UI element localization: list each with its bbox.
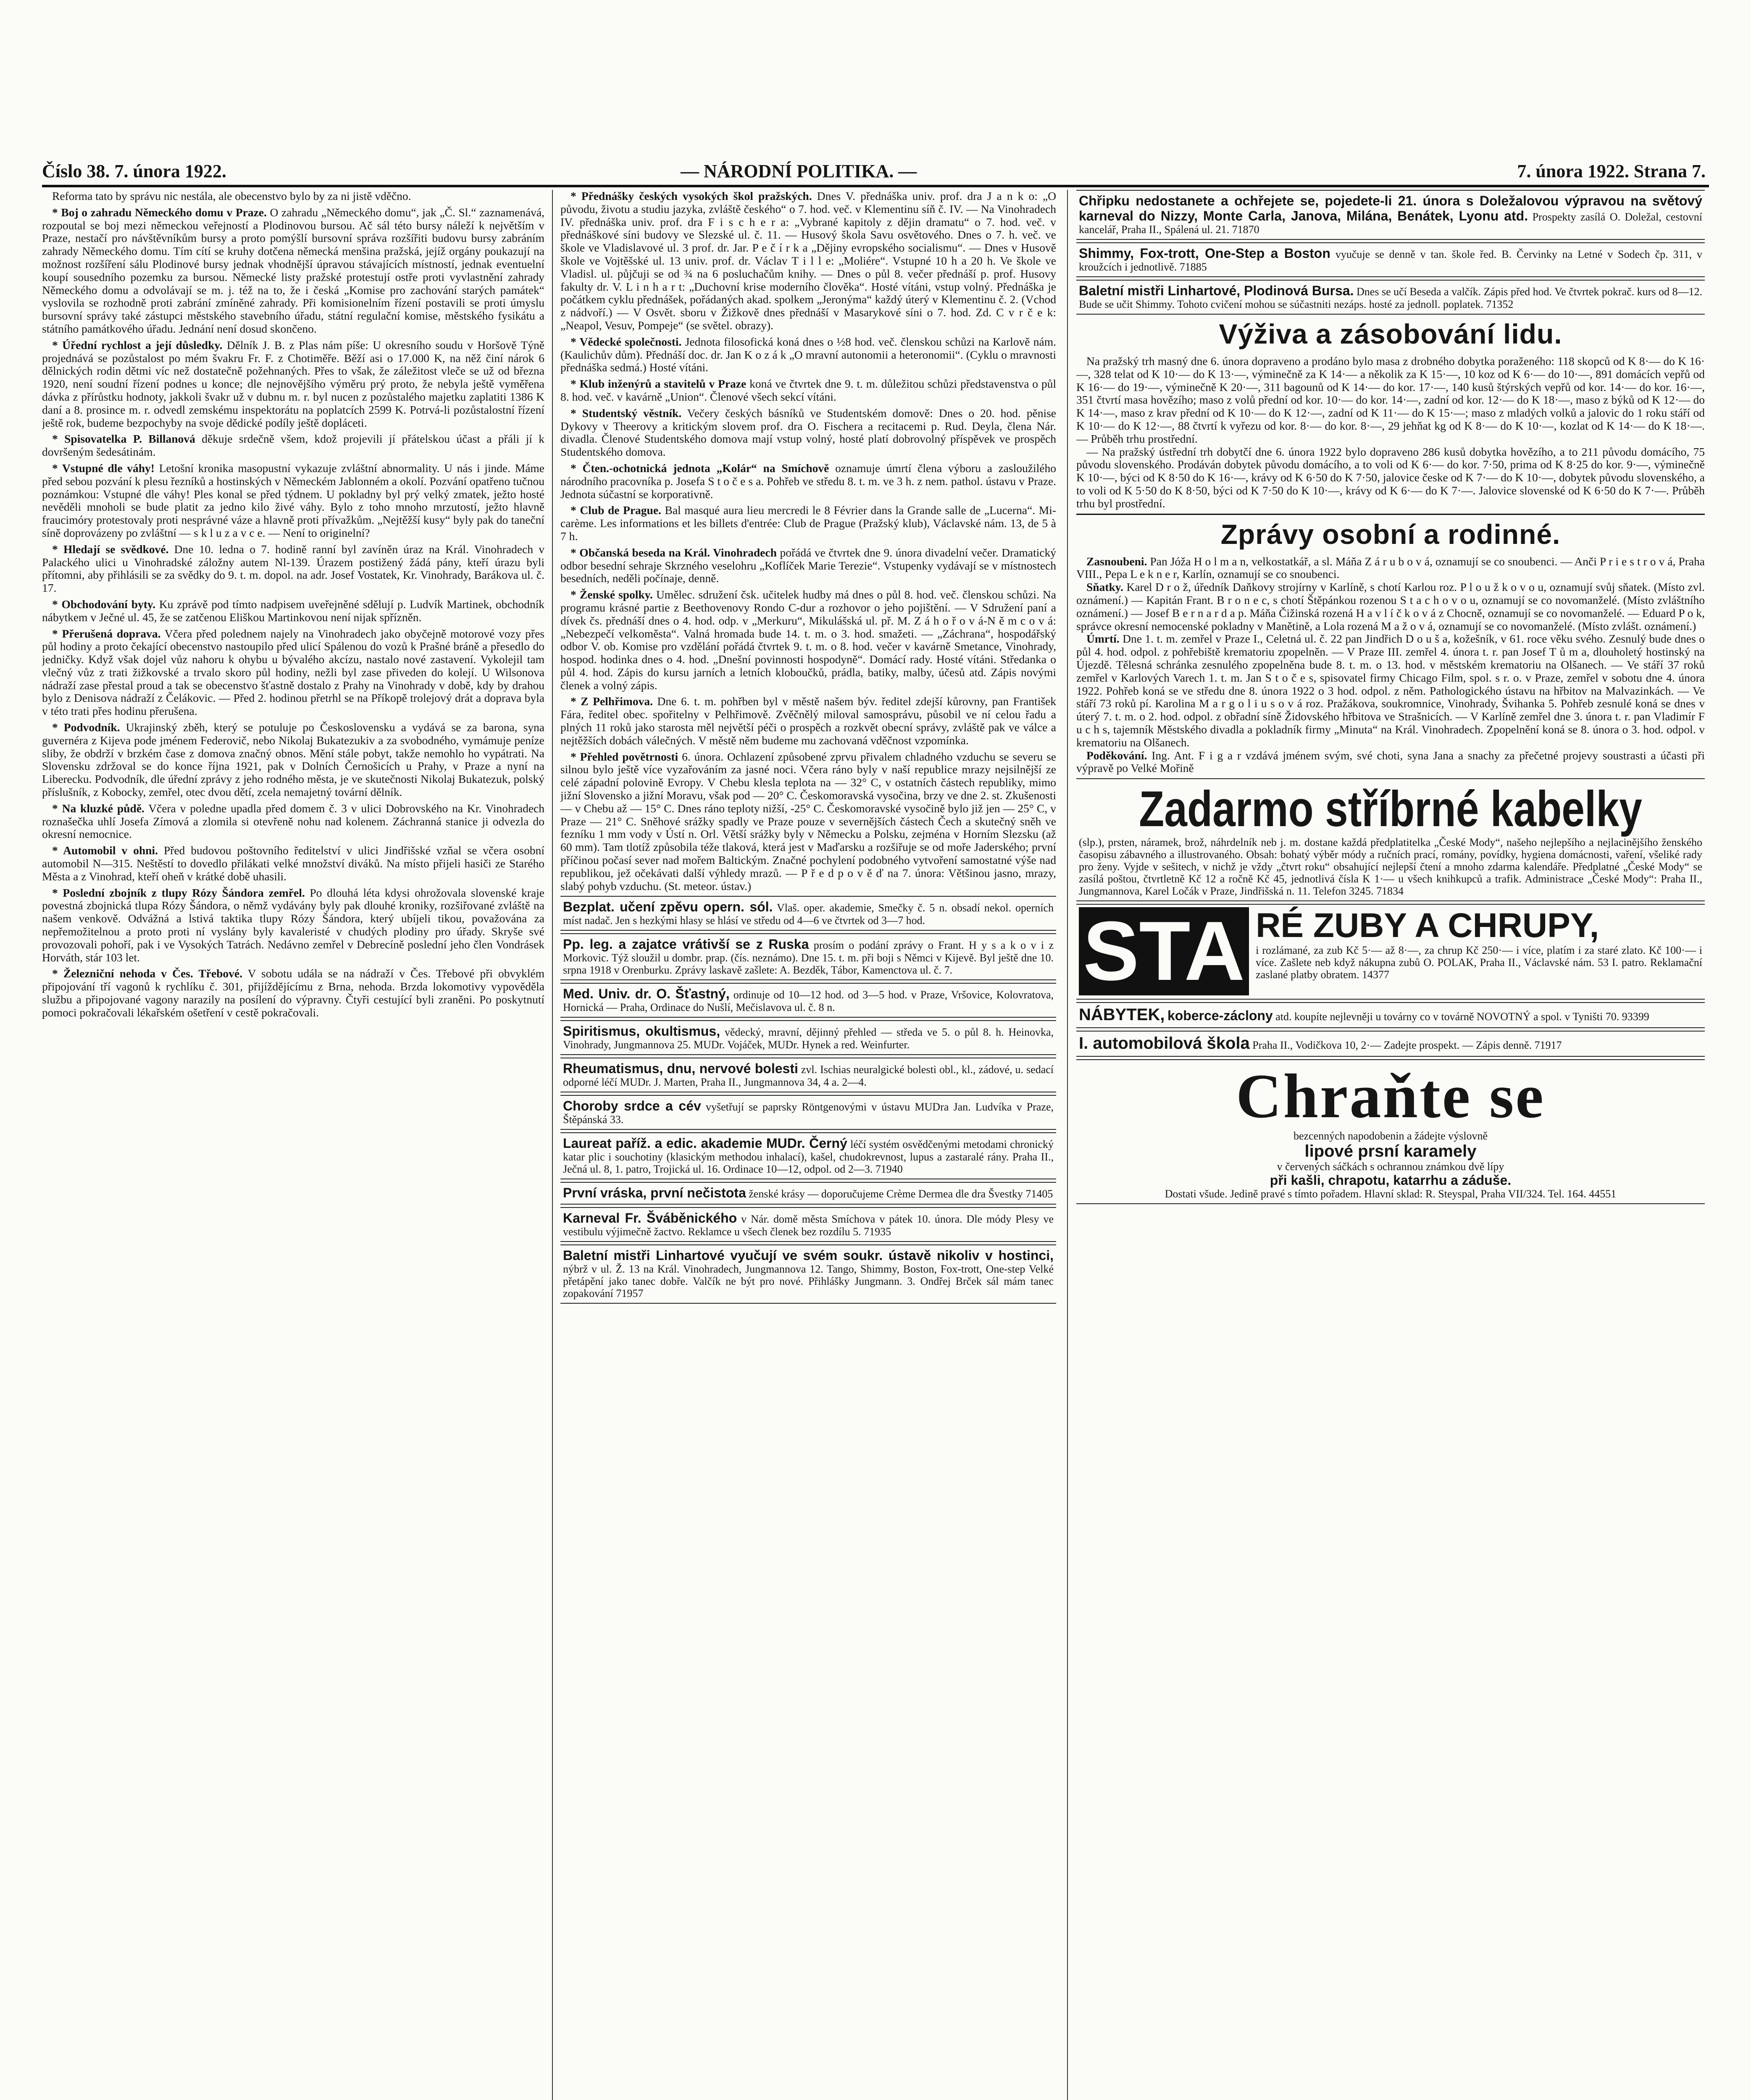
- ad-driving-school: [1076, 1031, 1705, 1057]
- issue-number-date: Číslo 38. 7. února 1922.: [42, 161, 226, 181]
- article-col1-5-heading: * Hledají se svědkové.: [52, 542, 169, 556]
- ad-col3-top-0: [1076, 190, 1705, 240]
- personal-section: [1076, 514, 1705, 775]
- ad-col3-top-0-text: Prospekty zasílá O. Doležal, cestovní kancelář, Praha II., Spálená ul. 21. 71870: [1079, 211, 1703, 236]
- ad-driving-school-text: Praha II., Vodičkova 10, 2·— Zadejte prospekt. — Zápis denně. 71917: [1252, 1039, 1562, 1052]
- ad-teeth-text: i rozlámané, za zub Kč 5·— až 8·—, za chrup Kč 250·— i více, platím i za staré zlato. Kč 100·— i více. Zašlete neb když nákupna zubů O. POLAK, Praha II., Václavské nám. 53 I. patro. Reklamační zaslané platby obratem. 14377: [1256, 944, 1702, 981]
- article-col2-6-text: pořádá ve čtvrtek dne 9. února divadelní večer. Dramatický odbor besední sehraje Skrzného veselohru „Koflíček Marie Terezie“. Vstupenky vydávají se v místnostech besedních, neděli počínaje, denně.: [560, 546, 1056, 585]
- ad-col2-2-head: Med. Univ. dr. O. Šťastný,: [563, 986, 730, 1002]
- ad-lime-caramels-product: lipové prsní karamely: [1304, 1142, 1477, 1161]
- ad-col3-top-2-text: Dnes se učí Beseda a valčík. Zápis před hod. Ve čtvrtek pokrač. kurs od 8—12. Bude se učit Shimmy. Tohoto cvičení mohou se súčastniti nezáps. hosté za jednoll. poplatek. 71352: [1079, 286, 1702, 310]
- ad-lime-caramels: [1076, 1059, 1705, 1204]
- article-col2-0: [560, 190, 1056, 332]
- article-col2-5-heading: * Club de Prague.: [571, 504, 661, 517]
- ad-lime-caramels-line4: Dostati všude. Jedině pravé s tímto pořadem. Hlavní sklad: R. Steyspal, Praha VII/324. Tel. 164. 44551: [1165, 1188, 1617, 1200]
- article-col1-11-text: Po dlouhá léta kdysi ohrožovala slovenské kraje povestná zbojnická tlupa Rózy Šándora, o němž vydávány byly pak dlouhé kroniky, rozšiřované zvláště na našem venkově. Odvážná a lstivá taktika tlupy Rózy Šándora, který ubíjeli tikou, považována za nepřemožitelnou a proto proti ní vyslány byly kavaleristé v chudých plodiny pro úřady. Skryše své provozovali pohoří, pak i ve Vysokých Tatrách. Nedávno zemřel v Debrecíně poslední jeho člen Vondrásek Horváth, stár 103 let.: [42, 886, 544, 964]
- article-col1-3-text: děkuje srdečně všem, kdož projevili jí přátelskou účast a přáli jí k dovršeným šedesátinám.: [42, 432, 544, 459]
- article-col1-1: [42, 206, 544, 336]
- article-col2-9-text: 6. února. Ochlazení způsobené zprvu přivalem chladného vzduchu se severu se silnou bylo ještě více vyzařováním za jasné noci. Včera ráno byly v naší republice mrazy nejsilnější ze celé západní polovině Evropy. V Chebu klesla teplota na — 32° C, v ostatních částech republiky, mimo jižní Slovensko a jižní Moravu, však pod — 20° C. Českomoravská vysočina, brzy ve dne 2. st. Zkušenosti — v Chebu až — 15° C. Dnes ráno teploty nižší, -25° C. Českomoravské vysočině bylo již jen — 25° C, v Praze — 21° C. Sněhové srážky spadly ve Praze pouze v severnějších částech Čech a skutečný sněh ve fezníku 1 mm vody v Ústí n. Orl. Větší srážky byly v Německu a Polsku, zejména v Horním Slezsku (až 60 mm). Tam tlotíž způsobila téže tlaková, která jest v Maďarsku a rozšiřuje se od moře Jaderského; první příčinou počasí sever nad mořem Baltickým. Značné pochylení podobného vytvoření samostatné výše nad republikou, jež očekávati další výhledy mrazů. — P ř e d p o v ě ď na 7. února: Většinou jasno, mrazy, slabý pohyb vzduchu. (St. meteor. ústav.): [560, 750, 1056, 892]
- article-col1-8-text: Ukrajinský zběh, který se potuluje po Československu a vydává se za barona, syna guvernéra z Kijeva pode jménem Federovič, nebo Nikolaj Bukatezukiv a za svobodného, vymámuje peníze sliby, že obdrží v brzkém čase z domova značný obnos. Mění stále pobyt, takže nemohlo ho vypátrati. Na Slovensku zdržoval se do konce října 1921, pak v Dolních Černošicích u Prahy, v Praze a nyní na Liberecku. Podvodník, dle úřední zprávy z jeho rodného města, je ve skutečnosti Nikolaj Bukatezuk, polský příslušník, z Kobocky, zemřel, otec dvou dětí, zcela nemajetný tovární dělník.: [42, 721, 544, 799]
- ad-furniture-head: NÁBYTEK,: [1079, 1005, 1165, 1024]
- article-col2-9-heading: * Přehled povětrnosti: [571, 750, 678, 763]
- food-section: [1076, 317, 1705, 510]
- ad-lime-caramels-line2: v červených sáčkách s ochrannou známkou dvě lípy: [1277, 1160, 1504, 1173]
- personal-paragraph-text: Pan Jóža H o l m a n, velkostatkář, a sl. Máňa Z á r u b o v á, oznamují se co snoubenci. — Anči P r i e s t r o v á, Praha VIII., Pepa L e k n e r, Karlín, oznamují se co snoubenci.: [1076, 554, 1705, 581]
- ad-teeth-headline: RÉ ZUBY A CHRUPY,: [1256, 906, 1599, 945]
- article-col2-8: [560, 695, 1056, 747]
- ad-col2-6-text: léčí systém osvědčenými metodami chronický katar plic i souchotiny (klasickým methodou inhalací), kašel, chudokrevnost, lupus a zastaralé rány. Praha II., Ječná ul. 8, 1. patro, Trojická ul. 16. Ordinace 10—12, odpol. od 2—3. 71940: [563, 1138, 1054, 1176]
- article-col2-4-text: oznamuje úmrtí člena výboru a zasloužilého národního pracovníka p. Josefa S t o č e s a. Pohřeb ve středu 8. t. m. ve 3 h. z nem. pathol. ústavu v Praze. Jednota súčastní se korporativně.: [560, 461, 1056, 501]
- article-col2-2-heading: * Klub inženýrů a stavitelů v Praze: [571, 377, 747, 391]
- ad-col2-3-text: vědecký, mravní, dějinný přehled — středa ve 5. o půl 8. h. Heinovka, Vinohrady, Jungmannova 25. MUDr. Vojáček, MUDr. Hynek a red. Weinfurter.: [563, 1026, 1054, 1051]
- article-col1-1-text: O zahradu „Německého domu“, jak „Č. Sl.“ zaznamenává, rozpoutal se boj mezi německou veřejností a Plodinovou bursou. Ač sál této bursy náleží k největším v Praze, nestačí pro návštěvníkům bursy a proto pomýšlí bursovní správa rozšířiti budovu bursy zabráním zahrady Německého domu. Tím cítí se kruhy dotčena německá menšina pražská, jejíž orgány poukazují na možnost rozšíření sálu Plodinové bursy jednak vhodnější úpravou stávajících místností, jednak eventuelní koupí sousedního pozemku za bursou. Německé listy pražské protestují ostře proti vyvlastnění zahrady Německého domu a odvolávají se m. j. též na to, že i česká „Komise pro zachování starých památek“ vyslovila se rozhodně proti zabrání zmíněné zahrady. Při komisionelním řízení postavili se proti úmyslu bursovní správy také zástupci městského stavebního úřadu, státní regulační komise, městského fysikátu a státního památkového úřadu. Jednání není dosud skončeno.: [42, 205, 544, 335]
- column-right: [1076, 190, 1705, 2100]
- ad-lime-caramels-line1: bezcenných napodobenin a žádejte výslovně: [1293, 1130, 1488, 1142]
- ad-col3-top-0-head: Chřipku nedostanete a ochřejete se, pojedete-li 21. února s Doležalovou výpravou na světový karneval do Nizzy, Monte Carla, Janova, Milána, Benátek, Lyonu atd.: [1079, 193, 1702, 223]
- ad-col2-4-head: Rheumatismus, dnu, nervové bolesti: [563, 1061, 798, 1076]
- article-col2-1-text: Jednota filosofická koná dnes o ½8 hod. več. členskou schůzi na Karlově nám. (Kaulichův dům). Přednáší doc. dr. Jan K o z á k „O mravní autonomii a heteronomii“. (Cyklu o mravnosti přednáška sedmá.) Hosté vítáni.: [560, 335, 1056, 374]
- personal-paragraph-text: Ing. Ant. F i g a r vzdává jménem svým, své choti, syna Jana a snachy za přečetné projevy soustrasti a účasti při výpravě po Velké Mořině: [1076, 748, 1705, 775]
- article-col2-2: [560, 378, 1056, 404]
- column-middle: [560, 190, 1056, 2100]
- article-col1-5: [42, 543, 544, 595]
- article-col1-9-heading: * Na kluzké půdě.: [52, 801, 145, 815]
- ad-col2-6: [560, 1132, 1056, 1179]
- ad-col2-5-text: vyšetřují se paprsky Röntgenovými v ústavu MUDra Jan. Ludvíka v Praze, Štěpánská 33.: [563, 1101, 1054, 1126]
- article-col1-4-text: Letošní kronika masopustní vykazuje zvláštní abnormality. U nás i jinde. Máme před sebou pozvání k plesu řezníků a hostinských v Německém Jablonném a okolí. Pozvání opatřeno tučnou poznámkou: Vstupné dle váhy! Ples konal se před týdnem. U pokladny byl prý velký zmatek, ježto hosté nevěděli mnoholi se bude platit za jedno kilo živé váhy. Bylo z toho mnoho mrzutostí, ježto hlavně fraucimóry protestovaly proti nesprávné váze a hlavně proti přívažkům. „Nejtěžší kusy“ byly pak do taneční síně doprovázeny po zvláštní — s k l u z a v c e. — Není to originelní?: [42, 461, 544, 539]
- ad-col2-7-text: ženské krásy — doporučujeme Crème Dermea dle dra Švestky 71405: [749, 1188, 1053, 1200]
- article-col1-6: [42, 598, 544, 624]
- ad-col3-top-1-head: Shimmy, Fox-trott, One-Step a Boston: [1079, 246, 1330, 261]
- article-col2-3-text: Večery českých básníků ve Studentském domově: Dnes o 20. hod. pěnise Dykovy v Theerovy a kritickým slovem prof. dra O. Fischera a recitacemi p. Rud. Deyla, člena Nár. divadla. Členové Studentského domova mají vstup volný, hosté platí dobrovolný příspěvek ve prospěch Studentského domova.: [560, 406, 1056, 459]
- personal-paragraph-heading: Poděkování.: [1086, 748, 1147, 762]
- header-divider: [42, 185, 1709, 187]
- article-col1-10: [42, 844, 544, 883]
- article-col2-5-text: Bal masqué aura lieu mercredi le 8 Février dans la Grande salle de „Lucerna“. Mi-carème. Les informations et les billets d'entrée: Club de Prague (Pražský klub), Václavské nám. 13, de 5 à 7 h.: [560, 504, 1056, 543]
- article-col1-6-heading: * Obchodování byty.: [52, 597, 156, 611]
- article-col1-12: [42, 967, 544, 1019]
- article-col1-4-heading: * Vstupné dle váhy!: [52, 461, 155, 475]
- ad-col2-7-head: První vráska, první nečistota: [563, 1185, 746, 1201]
- ad-teeth-buyer: [1076, 904, 1705, 1000]
- ad-furniture: [1076, 1002, 1705, 1028]
- article-col2-8-heading: * Z Pelhřimova.: [571, 695, 653, 708]
- ad-col2-2: [560, 983, 1056, 1018]
- page-header: [42, 160, 1706, 186]
- article-col1-3-heading: * Spisovatelka P. Billanová: [52, 432, 195, 446]
- ad-furniture-text: atd. koupíte nejlevněji u továrny co v továrně NOVOTNÝ a spol. v Tyništi 70. 93399: [1275, 1011, 1649, 1023]
- ad-col2-1-text: prosím o podání zprávy o Frant. H y s a k o v i z Morkovic. Týž sloužil u dombr. prap. (čís. neznámo). Dne 15. t. m. při boji s Němci v Kijevě. Byl ještě dne 10. srpna 1918 v Orenburku. Zprávy laskavě zašlete: A. Bezděk, Tábor, Kamenctova ul. č. 7.: [563, 939, 1054, 976]
- column-rule-2: [1067, 190, 1068, 2100]
- ad-col2-8-head: Karneval Fr. Šváběnického: [563, 1210, 737, 1226]
- article-col2-6-heading: * Občanská beseda na Král. Vinohradech: [571, 546, 777, 559]
- food-paragraph: — Na pražský ústřední trh dobytčí dne 6. února 1922 bylo dopraveno 286 kusů dobytka hovězího, a to 211 původu domácího, 75 původu slovenského. Prodáván dobytek původu domácího, a to voli od K 6·— do kor. 7·50, prima od K 8·25 do kor. 9·—, výminečně K 10·—, býci od K 8·50 do K 16·—, krávy od K 6·50 do K 7·50, jalovice česke od K 7·— do K 10·—, dobytek původu slovenského, a to voli od K 5·50 do K 8·50, býci od K 7·50 do K 10·—, krávy od K 6·— do K 7·—. Jalovice slovenské od K 6·50 do K 7·—. Průběh trhu byl prostřední.: [1076, 445, 1705, 510]
- ad-col2-4: [560, 1058, 1056, 1092]
- article-col1-1-heading: * Boj o zahradu Německého domu v Praze.: [52, 205, 267, 219]
- food-section-heading: Výživa a zásobování lidu.: [1219, 318, 1562, 349]
- article-col2-1-heading: * Vědecké společnosti.: [571, 335, 682, 348]
- column-left: [42, 190, 544, 2100]
- personal-paragraph: [1076, 555, 1705, 581]
- article-col1-2-text: Dělník J. B. z Plas nám píše: U okresního soudu v Horšově Týně projednává se pozůstalost po mém švakru Fr. F. z Chotiměře. Běží asi o 17.000 K, na něž činí nárok 6 dělnických rodin dětmi víc než dostatečně požehnaných. Přes to však, že záležitost vleče se už od března 1920, není soudní řízení podnes u konce; dle nejnovějšího výměru prý proto, že nebyla ještě vyměřena dávka z přírůstku hodnoty, jakkoli švakr už v dubnu m. r. byl nucen z pozůstalého majetku zaplatiti 1386 K daní a 8. prosince m. r. odvedl zemskému inspektorátu na poplatcích 2599 K. Potrvá-li pozůstalostní řízení ještě rok, budeme bezpochyby na svoje dědické podíly ještě dopláceti.: [42, 338, 544, 429]
- article-col2-3: [560, 407, 1056, 459]
- article-col1-3: [42, 433, 544, 459]
- article-col1-8-heading: * Podvodník.: [52, 721, 120, 734]
- ad-col2-6-head: Laureat paříž. a edic. akademie MUDr. Černý: [563, 1136, 847, 1151]
- article-col1-9: [42, 802, 544, 841]
- article-col1-6-text: Ku zprávě pod tímto nadpisem uveřejněné sdělují p. Ludvík Martinek, obchodník nábytkem v Ječné ul. 45, že se zatčenou Eliškou Martinkovou není nijak spřízněn.: [42, 597, 544, 624]
- article-col1-2: [42, 339, 544, 430]
- ad-col2-9-text: nýbrž v ul. Ž. 13 na Král. Vinohradech, Jungmannova 12. Tango, Shimmy, Boston, Fox-trott, One-step Velké přetápění jako tanec dobře. Valčík ne být pro nové. Přihlášky Jungmann. 3. Ondřej Brček sál mám tanec zopakování 71957: [563, 1263, 1054, 1300]
- ad-furniture-mid: koberce-záclony: [1167, 1008, 1273, 1024]
- personal-paragraph-heading: Zasnoubeni.: [1086, 554, 1147, 568]
- ad-teeth-logo: STA: [1079, 907, 1249, 995]
- article-col1-11-heading: * Poslední zbojník z tlupy Rózy Šándora zemřel.: [52, 886, 305, 899]
- article-col1-0-text: Reforma tato by správu nic nestála, ale obecenstvo bylo by za ni jistě vděčno.: [52, 190, 411, 202]
- article-col2-7-text: Umělec. sdružení čsk. učitelek hudby má dnes o půl 8. hod. več. členskou schůzi. Na programu krásné partie z Beethovenovy Rondo C-dur a rozhovor o jeho pojištění. — V Sdružení paní a dívek čs. přednáší dnes o 4. hod. odp. v „Merkuru“, Mikulášská ul. př. M. Z á h o ř o v á-N ě m c o v á: „Nebezpečí velkoměsta“. Valná hromada bude 14. t. m. o 3. hod. smažeti. — „Záchrana“, hospodářský odbor V. ob. Komise pro vzdělání pořádá čtvrtek 9. t. m. o 8. hod. večer v kavárně Smetance, Vinohrady, hospod. hodinka dnes o 4. hod. „Dnešní povinnosti hospodyně“. Domácí rady. Hosté vítáni. Středanka o půl 4. hod. Zápis do kursu jarních a letních kloboučků, prádla, batiky, malby, účesů atd. Zápis novými členek a volný zápis.: [560, 588, 1056, 692]
- ad-driving-school-head: I. automobilová škola: [1079, 1034, 1250, 1053]
- article-col1-5-text: Dne 10. ledna o 7. hodině ranní byl zavíněn úraz na Král. Vinohradech v Palackého ulici u Vinohradské záložny autem Nl-139. Úrazem postižený žádá pány, kteří úrazu byli přítomni, aby přihlásili se za svědky do 9. t. m. dopol. na adr. Josef Vostatek, Kr. Vinohrady, Barákova ul. č. 17.: [42, 542, 544, 595]
- article-col2-4: [560, 462, 1056, 501]
- ad-col3-top-1: [1076, 242, 1705, 277]
- article-col2-1: [560, 336, 1056, 374]
- article-col1-7: [42, 627, 544, 718]
- ad-col2-5-head: Choroby srdce a cév: [563, 1098, 701, 1114]
- article-col2-3-heading: * Studentský věstník.: [571, 406, 682, 420]
- article-col2-8-text: Dne 6. t. m. pohřben byl v městě našem býv. ředitel zdejší kůrovny, pan František Fára, ředitel obec. spořitelny v Pelhřimově. Zvěčnělý miloval samosprávu, působil ve ní celou řadu a plných 11 roků jako starosta měl největší péči o prospěch a rozkvět obecní správy, zvláště pak ve válce a nejtěžších dobách válečných. V městě něm budeme mu zachovaná vděčnost vzpomínka.: [560, 695, 1056, 747]
- ad-col3-top-1-text: vyučuje se denně v tan. škole řed. B. Červinky na Letné v Sodech čp. 311, v kroužcích i jednotlivě. 71885: [1079, 248, 1703, 273]
- newspaper-title: — NÁRODNÍ POLITIKA. —: [681, 161, 917, 181]
- personal-paragraph: [1076, 749, 1705, 775]
- article-col2-7-heading: * Ženské spolky.: [571, 588, 653, 601]
- personal-section-heading: Zprávy osobní a rodinné.: [1076, 514, 1705, 551]
- ad-col2-3: [560, 1020, 1056, 1055]
- article-col1-7-heading: * Přerušená doprava.: [52, 627, 161, 640]
- ad-col2-1-head: Pp. leg. a zajatce vrátivší se z Ruska: [563, 937, 809, 952]
- page-number-date: 7. února 1922. Strana 7.: [1517, 161, 1706, 181]
- ad-col2-8: [560, 1207, 1056, 1242]
- article-col1-0: [42, 190, 544, 203]
- ad-col2-8-text: v Nár. domě města Smíchova v pátek 10. února. Dle módy Plesy ve vestibulu výjimečně žactvo. Reklamce u všech členek bez rozdílu 5. 71935: [563, 1213, 1054, 1238]
- article-col1-9-text: Včera v poledne upadla před domem č. 3 v ulici Dobrovského na Kr. Vinohradech roznašečka uhlí Josefa Zímová a zlomila si otevřeně nohu nad kolenem. Záchranná stanice ji odvezla do okresní nemocnice.: [42, 801, 544, 841]
- ad-col2-0-head: Bezplat. učení zpěvu opern. sól.: [563, 899, 773, 915]
- personal-paragraph-heading: Sňatky.: [1086, 580, 1123, 594]
- personal-paragraph: [1076, 581, 1705, 633]
- ad-silver-handbags-headline: Zadarmo stříbrné kabelky: [1139, 781, 1642, 837]
- article-col2-7: [560, 588, 1056, 692]
- article-col1-7-text: Včera před polednem najely na Vinohradech jako obyčejně motorové vozy přes půl hodiny a proto čekající obecenstvo nastoupilo před ulicí Spálenou do vozů k Prašné bráně a přesedlo do jedničky. Když však dojel vůz nahoru k ohybu u bývalého akcízu, nastalo nové zastavení. Vykolejil tam vlečný vůz z trati žižkovské a trvalo skoro půl hodiny, nežli byl zase přiveden do kolejí. U Wilsonova nádraží zase přestal proud a tak se obecenstvo šťastně dostalo z Prahy na Vinohrady v době, kdy by drahou bylo z Denisova nádraží z Čelákovic. — Před 2. hodinou přetrhl se na Příkopě trolejový drát a doprava byla v této trati přes hodinu přerušena.: [42, 627, 544, 718]
- article-col2-4-heading: * Čten.-ochotnická jednota „Kolár“ na Smíchově: [571, 461, 829, 475]
- ad-col2-4-text: zvl. Ischias neuralgické bolesti obl., kl., zádové, u. sedací odporné léčí MUDr. J. Marten, Praha II., Jungmannova 34, 4 a. 2—4.: [563, 1063, 1054, 1089]
- article-col1-8: [42, 721, 544, 799]
- article-col1-2-heading: * Úřední rychlost a její důsledky.: [52, 338, 223, 352]
- ad-col2-9: [560, 1244, 1056, 1304]
- article-col2-0-text: Dnes V. přednáška univ. prof. dra J a n k o: „O původu, životu a studiu jazyka, zvláště českého“ o 7. hod. več. v Klementinu síň č. IV. — Na Vinohradech IV. přednáška univ. prof. dra F i s c h e r a: „Vybrané kapitoly z dějin dramatu“ o 7. hod. več. v přednáškové síni budovy ve Slezské ul. č. 11. — Husový škola Savu osvětového. Dnes o 7. h. več. ve škole ve Vladislavové ul. 3 prof. dr. Jar. P e č í r k a „Dějiny evropského socialismu“. — Dnes v Husově škole ve Vojtěšské ul. 13 univ. prof. dr. Václav T i l l e: „Moliére“. Vstupné 10 h a 20 h. Ve škole ve Vladisl. ul. půjčuji se od ¾ na 6 posluchačům knihy. — Dnes o půl 8. večer přednáší p. prof. Husovy fakulty dr. V. L i n h a r t: „Duchovní krise moderního člověka“. Hosté vítáni, vstup volný. Přednáška je počátkem cyklu přednášek, pořádaných akad. spolkem „Jeronýma“ každý úterý v Klementinu č. 2. (Vchod z nádvoří.) — V Osvět. sboru v Žižkově dnes přednáší v Masarykové síni o 7. hod. Zd. C v r č e k: „Neapol, Vesuv, Pompeje“ (se světel. obrazy).: [560, 190, 1056, 332]
- ad-col3-top-2: [1076, 280, 1705, 315]
- ad-col2-3-head: Spiritismus, okultismus,: [563, 1024, 720, 1039]
- article-col2-6: [560, 546, 1056, 585]
- ad-col2-5: [560, 1095, 1056, 1130]
- ad-col3-top-2-head: Baletní mistři Linhartové, Plodinová Bursa.: [1079, 283, 1354, 298]
- article-col1-4: [42, 462, 544, 540]
- ad-col2-7: [560, 1182, 1056, 1205]
- personal-paragraph-heading: Úmrtí.: [1086, 632, 1120, 646]
- personal-paragraph-text: Karel D r o ž, úředník Daňkovy strojírny v Karlíně, s chotí Karlou roz. P l o u ž k o v o u, oznamují svůj sňatek. (Místo zvl. oznámení.) — Kapitán Frant. B r o n e c, s chotí Štěpánkou rozenou S t a c h o v o u, oznamují se co novomanželé. (Místo zvláštního oznámení.) — Josef B e r n a r d a p. Máňa Čižinská rozená H a v l í č k o v á z Chocně, oznamují se co novomanželé. — Eduard P o k, správce okresní nemocenské pokladny v Manětině, a Lola rozená M a ž o v á, oznamují se co novomanželé. (Místo zvlášt. oznámení.): [1076, 580, 1705, 633]
- article-col1-11: [42, 887, 544, 964]
- column-rule-1: [552, 190, 553, 2100]
- personal-paragraph: [1076, 633, 1705, 749]
- ad-col2-1: [560, 933, 1056, 980]
- article-col1-10-text: Před budovou poštovního ředitelství v ulici Jindřišské vzňal se včera osobní automobil N—315. Neštěstí to dovedlo přilákati velké množství diváků. Na místo přijeli hasiči ze Starého Města a z Vinohrad, kteří oheň v krátké době uhasili.: [42, 844, 544, 883]
- personal-paragraph-text: Dne 1. t. m. zemřel v Praze I., Celetná ul. č. 22 pan Jindřich D o u š a, kožešník, v 61. roce věku svého. Zesnulý bude dnes o půl 4. hod. odpol. z pohřebiště krematoriu zpopelněn. — V Praze III. zemřel 4. února t. r. pan Josef T ů m a, dlouholetý hostinský na Újezdě. Tělesná schránka zesnulého zpopelněna bude 8. t. m. o 13. hod. v městském krematoriu na Olšanech. — Ve stáří 37 roků zemřel v Karlových Varech 1. t. m. Jan S t o č e s, spisovatel firmy Chicago Film, spol. s r. o. v Praze, zemřel v sobotu dne 4. února 1922. Pohřeb koná se ve středu dne 8. února 1922 o 3 hod. odpol. z něm. Pathologického ústavu na hřbitov na Malvazinkách. — Ve stáří 73 roků pí. Karolina M a r g o l i u s o v á roz. Pražákova, soukromnice, Vinohrady, Švihanka 5. Pohřeb zesnulé koná se dnes v úterý 7. t. m. o 2. hod. odpol. z obřadní síně Židovského hřbitova ve Strašnicích. — V Karlíně zemřel dne 3. února t. r. pan Vladimír F u c h s, tajemník Městského divadla a pokladník firmy „Minuta“ na Král. Vinohradech. Zpopelnění koná se 8. února o 3. hod. odpol. v krematoriu na Olšanech.: [1076, 632, 1705, 749]
- article-col1-10-heading: * Automobil v ohni.: [52, 844, 158, 857]
- article-col2-9: [560, 751, 1056, 893]
- ad-col2-2-text: ordinuje od 10—12 hod. od 3—5 hod. v Praze, Vršovice, Kolovratova, Hornická — Praha, Ordinace do Nušlí, Mečislavova ul. č. 8 n.: [563, 989, 1054, 1014]
- ad-col2-9-head: Baletní mistři Linhartové vyučují ve svém soukr. ústavě nikoliv v hostinci,: [563, 1248, 1054, 1263]
- article-col2-5: [560, 504, 1056, 543]
- article-col2-0-heading: * Přednášky českých vysokých škol pražských.: [571, 190, 812, 202]
- food-paragraph: Na pražský trh masný dne 6. února dopraveno a prodáno bylo masa z drobného dobytka poraženého: 118 skopců od K 8·— do K 16·—, 328 telat od K 10·— do K 13·—, výminečně za K 14·— a několik za K 15·—, 10 koz od K 6·— do 10·—, 891 domácích vepřů od K 16·— do 19·—, výminečně K 20·—, 311 bagounů od K 14·— do kor. 17·—, 140 kusů štýrských vepřů od kor. 14·— do kor. 16·—, 351 čtvrtí masa hovězího; maso z volů přední od kor. 10·— do kor. 14·—, zadní od kor. 12·— do K 18·—, maso z býků od K 12·— do K 14·—, maso z krav přední od K 10·— do K 12·—, zadní od K 11·— do K 15·—; maso z mladých volků a jalovic do 1 roku stáří od K 10·— do K 12·—, 88 čtvrtí k vyřezu od kor. 8·— do kor. 8·—, 29 jehňat kg od K 8·— do K 10·—, kozlat od K 14·— do K 18·—. — Průběh trhu prostřední.: [1076, 354, 1705, 445]
- article-col1-12-text: V sobotu udála se na nádraží v Čes. Třebové při obvyklém připojování tří vagonů k rychlíku č. 301, přijíždějícímu z Brna, nehoda. Brzda lokomotivy vypověděla službu a připojované vagony narazily na posílení do výpravny. Čtyři cestující byli zraněni. Po poskytnutí pomoci pokračovali lékařském ošetření v cestě pokračovali.: [42, 967, 544, 1019]
- ad-col2-0: [560, 896, 1056, 931]
- ad-silver-handbags-text: (slp.), prsten, náramek, brož, náhrdelník neb j. m. dostane každá předplatitelka „České Mody“, našeho nejlepšího a nejlacinějšího ženského časopisu zábavného a illustrovaného. Obsah: bohatý výběr módy a ručních prací, romány, povídky, hygiena domácnosti, vaření, všeliké rady pro ženy. Vyjde v sešitech, v nichž je vždy „čtvrt roku“ obsahující nejlepší čtení a mnoho zdarma kalendáře. Předplatné „České Mody“ se zasílá poštou, čtvrtletně Kč 12 a ročně Kč 45, jednotlivá čísla K 1·— u všech knihkupců a trafik. Administrace „České Mody“: Praha II., Jungmannova, Karel Ločák v Praze, Jindřišská n. 11. Telefon 3245. 71834: [1079, 836, 1702, 898]
- article-col2-2-text: koná ve čtvrtek dne 9. t. m. důležitou schůzi představenstva o půl 8. hod. več. v kavárně „Union“. Členové všech sekcí vítáni.: [560, 377, 1056, 403]
- ad-silver-handbags: [1076, 778, 1705, 901]
- ad-col2-0-text: Vlaš. oper. akademie, Smečky č. 5 n. obsadí nekol. operních míst nadač. Jen s hezkými hlasy se hlásí ve středu od 4—6 ve čtvrtek od 3—7 hod.: [563, 902, 1054, 927]
- ad-lime-caramels-headline: Chraňte se: [1236, 1061, 1545, 1131]
- article-col1-12-heading: * Železniční nehoda v Čes. Třebové.: [52, 967, 242, 980]
- ad-lime-caramels-line3: při kašli, chrapotu, katarrhu a záduše.: [1270, 1173, 1512, 1188]
